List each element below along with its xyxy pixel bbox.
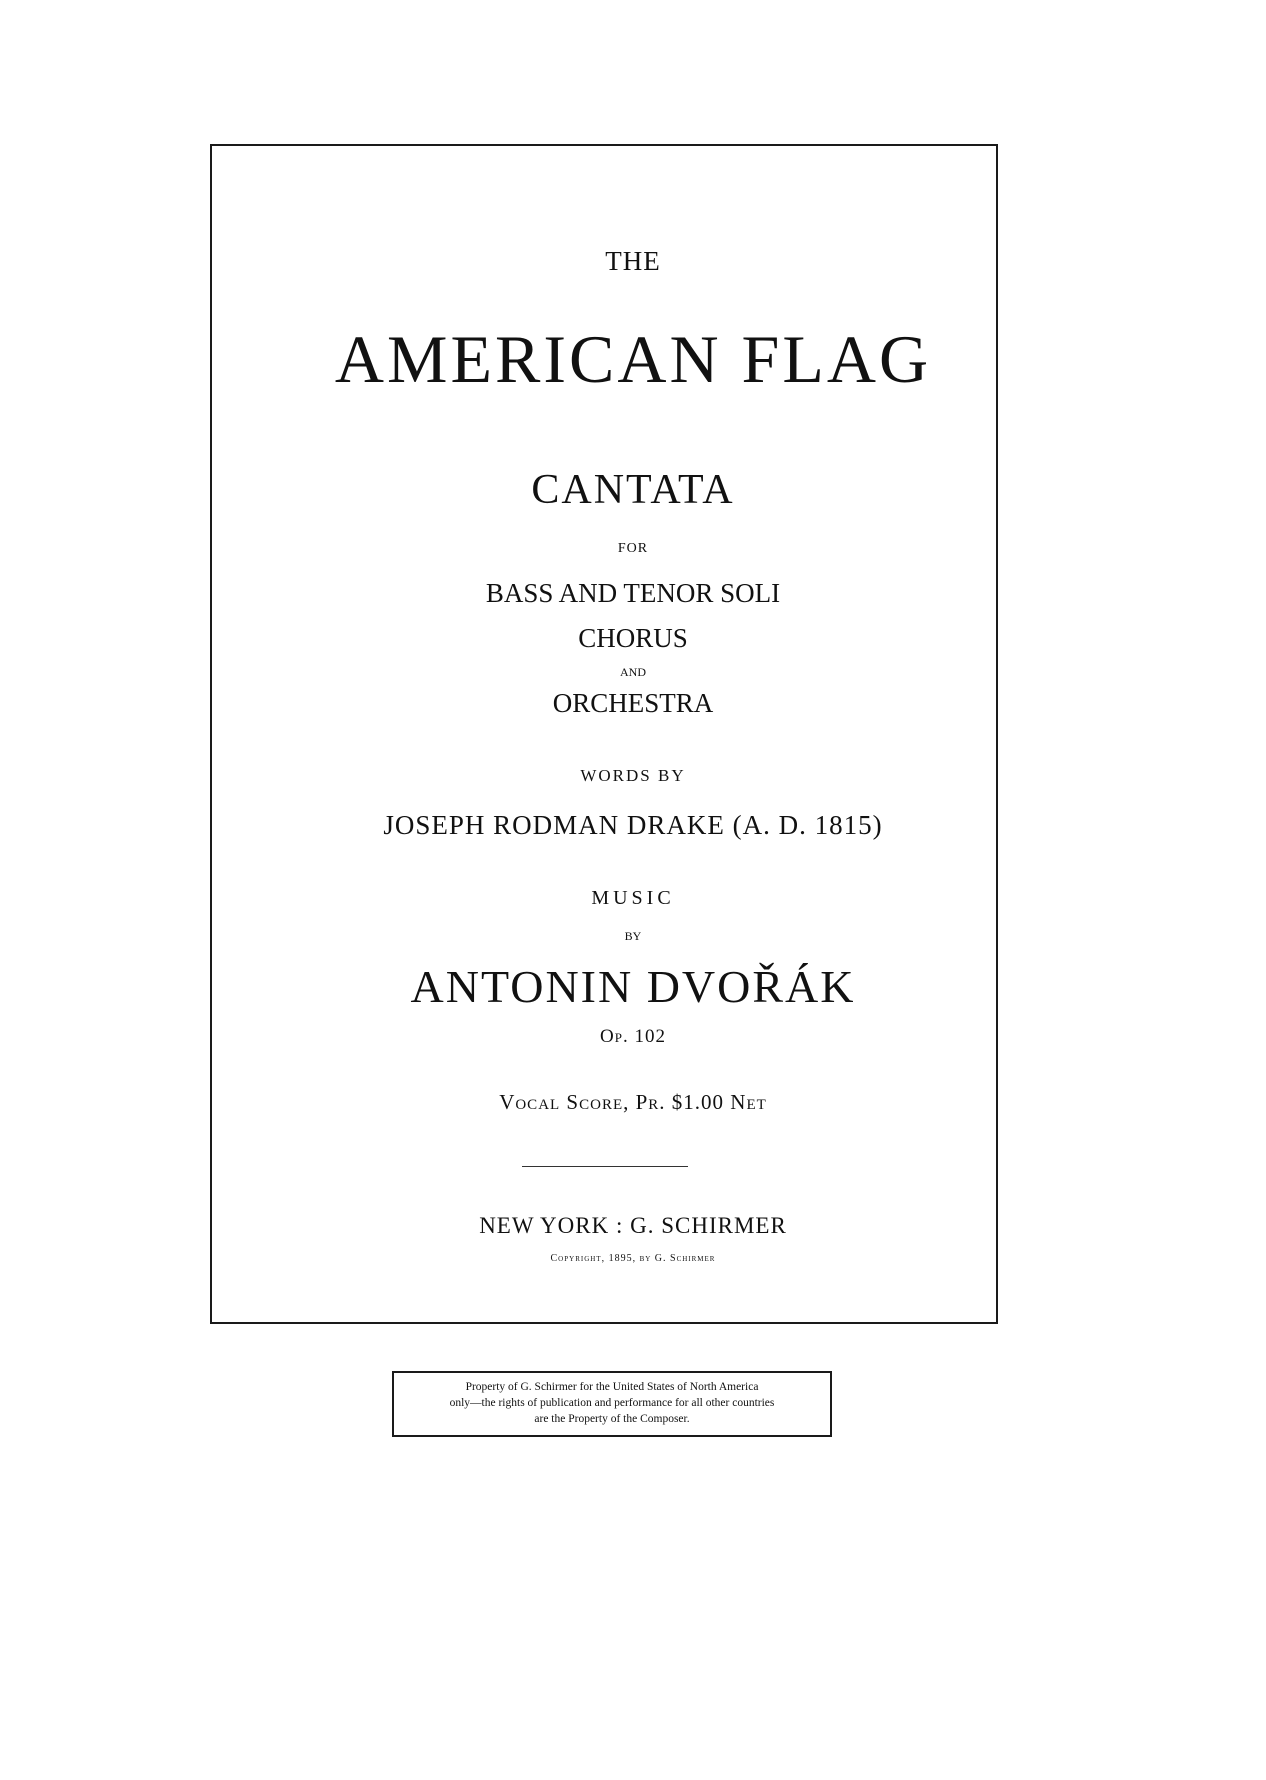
composer-name: ANTONIN DVOŘÁK bbox=[410, 961, 856, 1012]
chorus-line: CHORUS bbox=[578, 623, 688, 653]
price-line: Vocal Score, Pr. $1.00 Net bbox=[499, 1090, 767, 1114]
rights-notice-box bbox=[392, 1371, 832, 1437]
title-prefix: THE bbox=[605, 246, 661, 276]
publisher-line: NEW YORK : G. SCHIRMER bbox=[479, 1213, 787, 1238]
divider-rule bbox=[522, 1166, 688, 1167]
and-label: AND bbox=[620, 665, 646, 679]
rights-notice-line: Property of G. Schirmer for the United States of North America bbox=[465, 1381, 759, 1393]
copyright-line: Copyright, 1895, by G. Schirmer bbox=[550, 1253, 716, 1264]
words-by-label: WORDS BY bbox=[580, 766, 686, 785]
rights-notice-line: are the Property of the Composer. bbox=[534, 1413, 690, 1425]
poet-name: JOSEPH RODMAN DRAKE (A. D. 1815) bbox=[383, 810, 883, 840]
voices-line: BASS AND TENOR SOLI bbox=[485, 578, 781, 608]
opus-number: Op. 102 bbox=[600, 1026, 666, 1047]
work-form: CANTATA bbox=[531, 467, 735, 513]
by-label: BY bbox=[624, 929, 642, 943]
music-label: MUSIC bbox=[591, 887, 675, 909]
orchestra-line: ORCHESTRA bbox=[552, 688, 714, 718]
work-title: AMERICAN FLAG bbox=[334, 321, 932, 397]
for-label: FOR bbox=[617, 541, 649, 556]
rights-notice-line: only—the rights of publication and performance for all other countries bbox=[449, 1397, 775, 1409]
